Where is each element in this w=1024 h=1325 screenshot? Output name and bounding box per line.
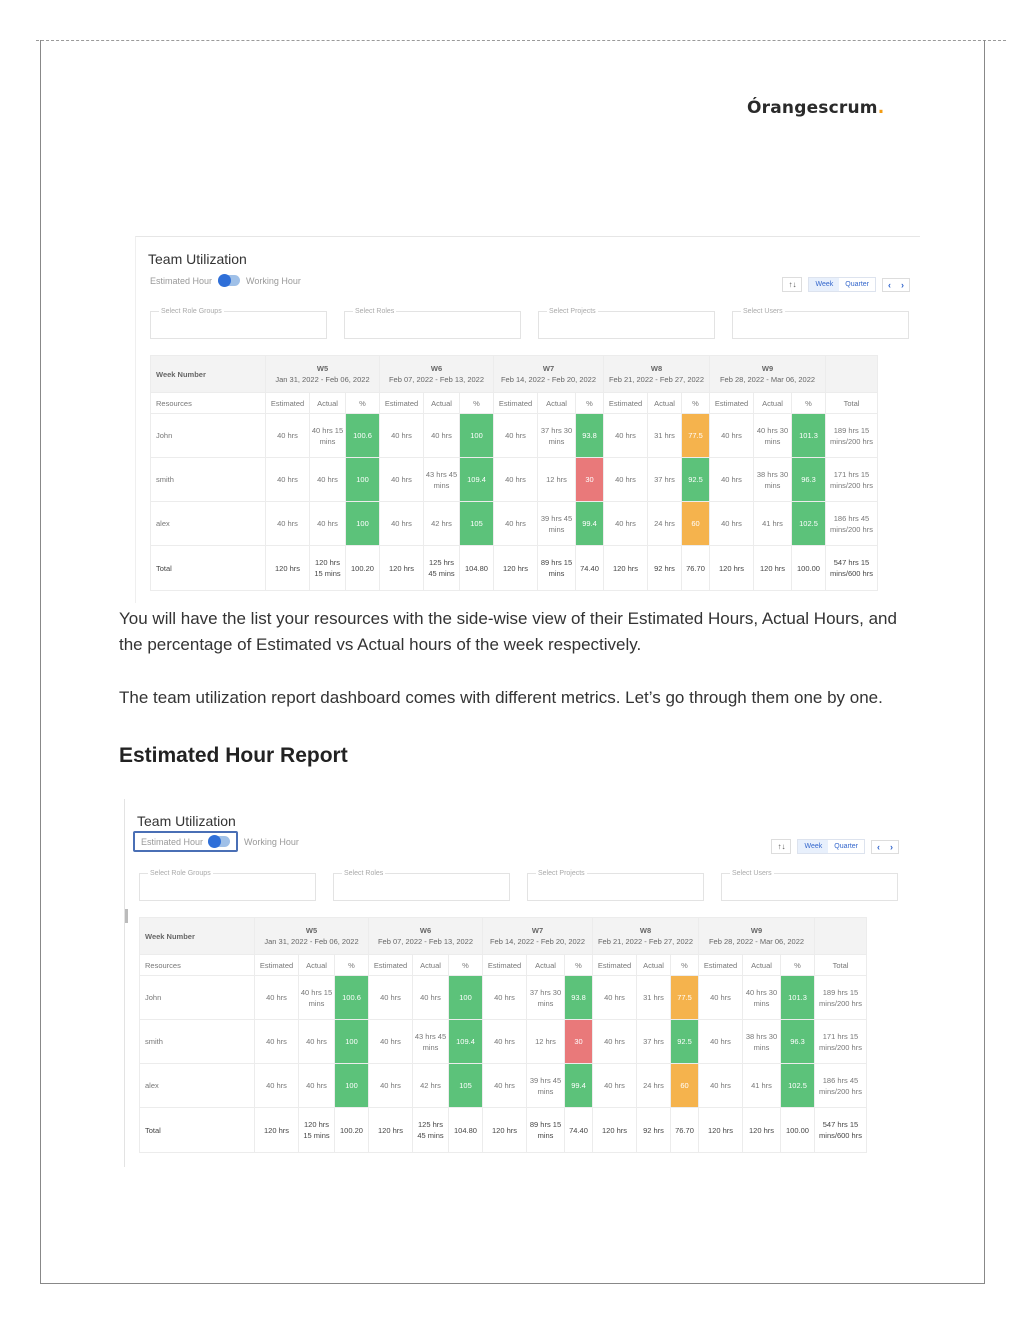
total-percent: 74.40 [565, 1108, 593, 1153]
resource-name: smith [151, 458, 266, 502]
actual-cell: 12 hrs [538, 458, 576, 502]
subheader-cell: Estimated [369, 955, 413, 976]
subheader-cell: % [781, 955, 815, 976]
next-period-icon[interactable]: › [890, 841, 893, 852]
totals-label: Total [140, 1108, 255, 1153]
estimated-cell: 40 hrs [369, 1020, 413, 1064]
week-header [710, 356, 826, 393]
totals-label: Total [151, 546, 266, 591]
table-row [151, 414, 878, 458]
toggle-label-estimated: Estimated Hour [141, 836, 204, 847]
week-range: Jan 31, 2022 - Feb 06, 2022 [275, 375, 370, 384]
subheader-cell: Estimated [494, 393, 538, 414]
actual-cell: 31 hrs [648, 414, 682, 458]
team-utilization-screenshot-2 [124, 799, 909, 1167]
percent-cell: 109.4 [460, 458, 494, 502]
estimated-cell: 40 hrs [593, 1020, 637, 1064]
estimated-cell: 40 hrs [483, 976, 527, 1020]
actual-cell: 40 hrs [310, 502, 346, 546]
table-row [151, 502, 878, 546]
percent-cell: 93.8 [565, 976, 593, 1020]
actual-cell: 40 hrs 30 mins [754, 414, 792, 458]
estimated-cell: 40 hrs [710, 458, 754, 502]
filter-row [150, 308, 909, 339]
week-header [369, 918, 483, 955]
resource-name: alex [151, 502, 266, 546]
percent-cell: 102.5 [781, 1064, 815, 1108]
period-nav [882, 278, 910, 292]
header-spacer [815, 918, 867, 955]
estimated-cell: 40 hrs [699, 1064, 743, 1108]
actual-cell: 43 hrs 45 mins [413, 1020, 449, 1064]
totals-row [151, 546, 878, 591]
actual-cell: 37 hrs 30 mins [527, 976, 565, 1020]
total-actual: 120 hrs [754, 546, 792, 591]
resource-name: John [140, 976, 255, 1020]
intro-paragraph: You will have the list your resources with the side-wise view of their Estimated Hours, Actual Hours, and the percentage of Estimated vs Actual hours of the week respectively. [119, 609, 897, 654]
row-total: 189 hrs 15 mins/200 hrs [815, 976, 867, 1020]
subheader-cell: % [576, 393, 604, 414]
actual-cell: 40 hrs [299, 1064, 335, 1108]
actual-cell: 31 hrs [637, 976, 671, 1020]
total-percent: 76.70 [682, 546, 710, 591]
subheader-cell: % [671, 955, 699, 976]
percent-cell: 102.5 [792, 502, 826, 546]
week-range: Feb 14, 2022 - Feb 20, 2022 [489, 937, 586, 946]
week-header [266, 356, 380, 393]
week-button[interactable]: Week [798, 840, 828, 853]
filter-select[interactable] [721, 870, 898, 901]
subheader-cell: % [335, 955, 369, 976]
actual-cell: 39 hrs 45 mins [527, 1064, 565, 1108]
toggle-label-working: Working Hour [246, 275, 301, 286]
total-estimated: 120 hrs [710, 546, 754, 591]
actual-cell: 40 hrs [299, 1020, 335, 1064]
resource-name: smith [140, 1020, 255, 1064]
week-header [494, 356, 604, 393]
week-header [483, 918, 593, 955]
percent-cell: 60 [671, 1064, 699, 1108]
actual-cell: 37 hrs 30 mins [538, 414, 576, 458]
filter-label: Select Users [743, 308, 783, 315]
subheader-cell: % [449, 955, 483, 976]
metrics-paragraph: The team utilization report dashboard comes with different metrics. Let’s go through them one by one. [119, 688, 883, 707]
percent-cell: 109.4 [449, 1020, 483, 1064]
subheader-cell: Actual [637, 955, 671, 976]
total-percent: 74.40 [576, 546, 604, 591]
prev-period-icon[interactable]: ‹ [888, 279, 891, 290]
resource-name: John [151, 414, 266, 458]
subheader-cell: Actual [310, 393, 346, 414]
actual-cell: 41 hrs [754, 502, 792, 546]
week-name: W8 [639, 926, 652, 935]
hour-toggle-row [150, 275, 301, 286]
actual-cell: 12 hrs [527, 1020, 565, 1064]
subheader-cell: Estimated [266, 393, 310, 414]
estimated-cell: 40 hrs [255, 1064, 299, 1108]
estimated-cell: 40 hrs [604, 414, 648, 458]
week-header [380, 356, 494, 393]
period-switch [808, 277, 876, 292]
total-percent: 100.00 [781, 1108, 815, 1153]
subheader-cell: Estimated [380, 393, 424, 414]
estimated-cell: 40 hrs [255, 976, 299, 1020]
subheader-cell: Actual [648, 393, 682, 414]
filter-select[interactable] [139, 870, 316, 901]
estimated-cell: 40 hrs [380, 502, 424, 546]
estimated-cell: 40 hrs [593, 1064, 637, 1108]
row-total: 186 hrs 45 mins/200 hrs [815, 1064, 867, 1108]
estimated-cell: 40 hrs [483, 1020, 527, 1064]
estimated-cell: 40 hrs [699, 1020, 743, 1064]
estimated-cell: 40 hrs [369, 1064, 413, 1108]
row-total: 171 hrs 15 mins/200 hrs [815, 1020, 867, 1064]
week-range: Feb 28, 2022 - Mar 06, 2022 [708, 937, 805, 946]
percent-cell: 100 [346, 458, 380, 502]
filter-select[interactable] [538, 308, 715, 339]
actual-cell: 40 hrs 15 mins [299, 976, 335, 1020]
row-total: 189 hrs 15 mins/200 hrs [826, 414, 878, 458]
subheader-cell: Estimated [604, 393, 648, 414]
week-name: W9 [750, 926, 763, 935]
estimated-cell: 40 hrs [380, 414, 424, 458]
subheader-cell: Estimated [483, 955, 527, 976]
quarter-button[interactable]: Quarter [845, 281, 869, 288]
week-number-label: Week Number [151, 356, 266, 393]
row-total: 171 hrs 15 mins/200 hrs [826, 458, 878, 502]
filter-label: Select Role Groups [150, 870, 211, 877]
filter-label: Select Users [732, 870, 772, 877]
quarter-button[interactable]: Quarter [834, 843, 858, 850]
total-actual: 89 hrs 15 mins [527, 1108, 565, 1153]
filter-label: Select Role Groups [161, 308, 222, 315]
subheader-cell: % [565, 955, 593, 976]
estimated-cell: 40 hrs [483, 1064, 527, 1108]
subheader-cell: Estimated [699, 955, 743, 976]
row-total: 186 hrs 45 mins/200 hrs [826, 502, 878, 546]
percent-cell: 100 [335, 1020, 369, 1064]
filter-label: Select Roles [355, 308, 395, 315]
week-range: Feb 28, 2022 - Mar 06, 2022 [719, 375, 816, 384]
sort-icon[interactable]: ↑↓ [782, 277, 802, 292]
orangescrum-logo [747, 98, 884, 118]
filter-select[interactable] [344, 308, 521, 339]
estimated-cell: 40 hrs [266, 458, 310, 502]
week-header [699, 918, 815, 955]
actual-cell: 43 hrs 45 mins [424, 458, 460, 502]
percent-cell: 30 [576, 458, 604, 502]
estimated-cell: 40 hrs [255, 1020, 299, 1064]
subheader-cell: Estimated [593, 955, 637, 976]
total-estimated: 120 hrs [699, 1108, 743, 1153]
subheader-row [140, 955, 867, 976]
subheader-cell: Estimated [710, 393, 754, 414]
estimated-cell: 40 hrs [710, 414, 754, 458]
percent-cell: 100 [346, 502, 380, 546]
toggle-label-working: Working Hour [244, 836, 299, 847]
totals-row [140, 1108, 867, 1153]
actual-cell: 24 hrs [637, 1064, 671, 1108]
subheader-cell: Actual [527, 955, 565, 976]
week-range: Feb 07, 2022 - Feb 13, 2022 [388, 375, 485, 384]
total-actual: 92 hrs [648, 546, 682, 591]
period-switch [797, 839, 865, 854]
percent-cell: 101.3 [781, 976, 815, 1020]
hour-type-toggle[interactable] [208, 836, 230, 847]
report-title: Team Utilization [148, 251, 247, 267]
subheader-cell: % [346, 393, 380, 414]
actual-cell: 38 hrs 30 mins [743, 1020, 781, 1064]
percent-cell: 96.3 [781, 1020, 815, 1064]
total-percent: 100.20 [346, 546, 380, 591]
actual-cell: 40 hrs 30 mins [743, 976, 781, 1020]
subheader-cell: Actual [743, 955, 781, 976]
report-title: Team Utilization [137, 813, 236, 829]
estimated-cell: 40 hrs [604, 458, 648, 502]
percent-cell: 100 [335, 1064, 369, 1108]
actual-cell: 42 hrs [424, 502, 460, 546]
week-header-row [151, 356, 878, 393]
percent-cell: 93.8 [576, 414, 604, 458]
actual-cell: 40 hrs [413, 976, 449, 1020]
week-number-label: Week Number [140, 918, 255, 955]
percent-cell: 92.5 [682, 458, 710, 502]
filter-select[interactable] [150, 308, 327, 339]
total-actual: 125 hrs 45 mins [424, 546, 460, 591]
estimated-cell: 40 hrs [494, 414, 538, 458]
week-name: W6 [430, 364, 443, 373]
actual-cell: 37 hrs [637, 1020, 671, 1064]
percent-cell: 101.3 [792, 414, 826, 458]
view-controls [782, 277, 910, 292]
week-range: Feb 14, 2022 - Feb 20, 2022 [500, 375, 597, 384]
estimated-cell: 40 hrs [593, 976, 637, 1020]
filter-select[interactable] [333, 870, 510, 901]
toggle-label-estimated: Estimated Hour [150, 275, 213, 286]
percent-cell: 77.5 [671, 976, 699, 1020]
week-range: Feb 07, 2022 - Feb 13, 2022 [377, 937, 474, 946]
week-name: W5 [305, 926, 318, 935]
highlight-box [133, 831, 238, 852]
estimated-cell: 40 hrs [710, 502, 754, 546]
percent-cell: 60 [682, 502, 710, 546]
total-estimated: 120 hrs [266, 546, 310, 591]
estimated-hour-report-heading: Estimated Hour Report [119, 744, 348, 767]
resource-name: alex [140, 1064, 255, 1108]
grand-total: 547 hrs 15 mins/600 hrs [826, 546, 878, 591]
total-actual: 120 hrs 15 mins [310, 546, 346, 591]
week-header [593, 918, 699, 955]
estimated-cell: 40 hrs [699, 976, 743, 1020]
logo-text: Órangescrum [747, 98, 878, 118]
subheader-cell: Actual [754, 393, 792, 414]
table-row [140, 976, 867, 1020]
percent-cell: 99.4 [576, 502, 604, 546]
total-estimated: 120 hrs [369, 1108, 413, 1153]
actual-cell: 41 hrs [743, 1064, 781, 1108]
prev-period-icon[interactable]: ‹ [877, 841, 880, 852]
week-range: Feb 21, 2022 - Feb 27, 2022 [597, 937, 694, 946]
week-header [255, 918, 369, 955]
hour-type-toggle[interactable] [218, 275, 240, 286]
week-name: W7 [542, 364, 555, 373]
percent-cell: 105 [449, 1064, 483, 1108]
total-estimated: 120 hrs [483, 1108, 527, 1153]
view-controls [771, 839, 899, 854]
filter-label: Select Projects [549, 308, 596, 315]
total-percent: 100.20 [335, 1108, 369, 1153]
total-estimated: 120 hrs [593, 1108, 637, 1153]
week-range: Jan 31, 2022 - Feb 06, 2022 [264, 937, 359, 946]
side-mark [125, 909, 128, 923]
total-actual: 92 hrs [637, 1108, 671, 1153]
utilization-table [150, 355, 878, 591]
total-percent: 76.70 [671, 1108, 699, 1153]
total-estimated: 120 hrs [255, 1108, 299, 1153]
total-header: Total [826, 393, 878, 414]
percent-cell: 105 [460, 502, 494, 546]
actual-cell: 40 hrs 15 mins [310, 414, 346, 458]
actual-cell: 40 hrs [310, 458, 346, 502]
week-name: W6 [419, 926, 432, 935]
filter-label: Select Roles [344, 870, 384, 877]
week-name: W9 [761, 364, 774, 373]
total-actual: 125 hrs 45 mins [413, 1108, 449, 1153]
total-estimated: 120 hrs [494, 546, 538, 591]
actual-cell: 37 hrs [648, 458, 682, 502]
filter-label: Select Projects [538, 870, 585, 877]
table-row [151, 458, 878, 502]
subheader-cell: Actual [299, 955, 335, 976]
filter-select[interactable] [732, 308, 909, 339]
percent-cell: 100 [449, 976, 483, 1020]
week-range: Feb 21, 2022 - Feb 27, 2022 [608, 375, 705, 384]
percent-cell: 99.4 [565, 1064, 593, 1108]
table-row [140, 1020, 867, 1064]
resources-label: Resources [151, 393, 266, 414]
week-name: W5 [316, 364, 329, 373]
period-nav [871, 840, 899, 854]
total-actual: 89 hrs 15 mins [538, 546, 576, 591]
week-header [604, 356, 710, 393]
total-estimated: 120 hrs [604, 546, 648, 591]
subheader-cell: % [460, 393, 494, 414]
subheader-cell: Actual [424, 393, 460, 414]
estimated-cell: 40 hrs [494, 502, 538, 546]
percent-cell: 96.3 [792, 458, 826, 502]
utilization-table [139, 917, 867, 1153]
hour-toggle-row [133, 831, 299, 852]
total-actual: 120 hrs [743, 1108, 781, 1153]
estimated-cell: 40 hrs [380, 458, 424, 502]
subheader-cell: Actual [413, 955, 449, 976]
next-period-icon[interactable]: › [901, 279, 904, 290]
actual-cell: 39 hrs 45 mins [538, 502, 576, 546]
week-button[interactable]: Week [809, 278, 839, 291]
week-name: W7 [531, 926, 544, 935]
team-utilization-screenshot-1 [135, 236, 920, 603]
subheader-cell: % [792, 393, 826, 414]
week-name: W8 [650, 364, 663, 373]
sort-icon[interactable]: ↑↓ [771, 839, 791, 854]
total-header: Total [815, 955, 867, 976]
subheader-row [151, 393, 878, 414]
week-header-row [140, 918, 867, 955]
total-actual: 120 hrs 15 mins [299, 1108, 335, 1153]
logo-dot: . [877, 98, 885, 118]
subheader-cell: Actual [538, 393, 576, 414]
percent-cell: 30 [565, 1020, 593, 1064]
grand-total: 547 hrs 15 mins/600 hrs [815, 1108, 867, 1153]
percent-cell: 100.6 [335, 976, 369, 1020]
subheader-cell: Estimated [255, 955, 299, 976]
estimated-cell: 40 hrs [369, 976, 413, 1020]
filter-row [139, 870, 898, 901]
estimated-cell: 40 hrs [266, 502, 310, 546]
filter-select[interactable] [527, 870, 704, 901]
total-percent: 104.80 [460, 546, 494, 591]
actual-cell: 24 hrs [648, 502, 682, 546]
total-percent: 104.80 [449, 1108, 483, 1153]
estimated-cell: 40 hrs [494, 458, 538, 502]
estimated-cell: 40 hrs [266, 414, 310, 458]
total-percent: 100.00 [792, 546, 826, 591]
percent-cell: 92.5 [671, 1020, 699, 1064]
actual-cell: 38 hrs 30 mins [754, 458, 792, 502]
subheader-cell: % [682, 393, 710, 414]
percent-cell: 100.6 [346, 414, 380, 458]
total-estimated: 120 hrs [380, 546, 424, 591]
header-spacer [826, 356, 878, 393]
actual-cell: 40 hrs [424, 414, 460, 458]
resources-label: Resources [140, 955, 255, 976]
percent-cell: 77.5 [682, 414, 710, 458]
actual-cell: 42 hrs [413, 1064, 449, 1108]
table-row [140, 1064, 867, 1108]
percent-cell: 100 [460, 414, 494, 458]
estimated-cell: 40 hrs [604, 502, 648, 546]
